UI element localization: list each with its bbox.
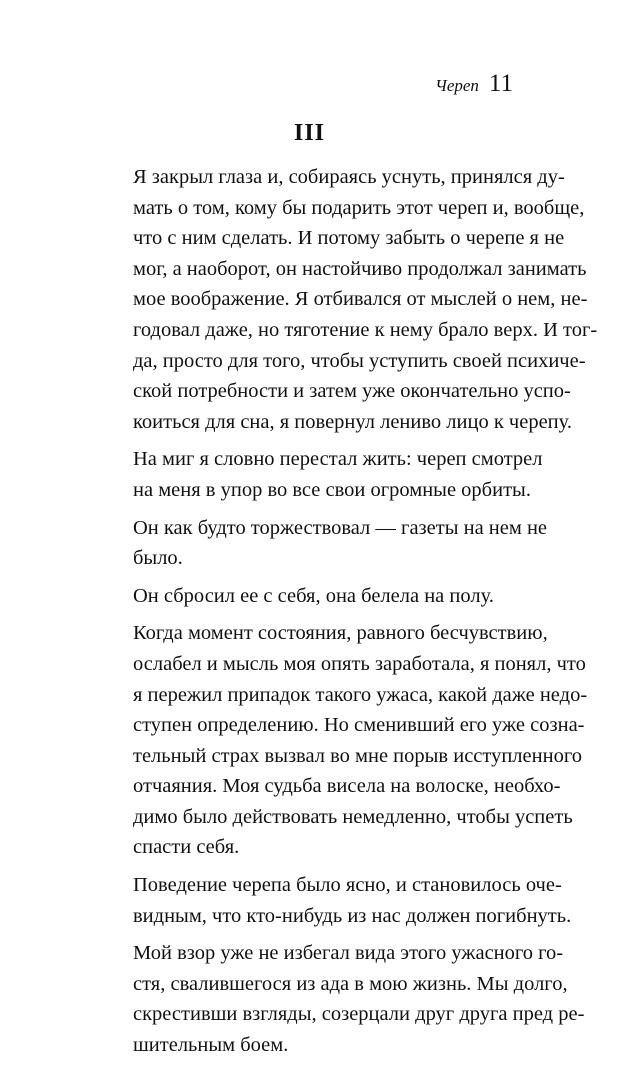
chapter-number: III bbox=[293, 120, 326, 146]
text-line: видным, что кто-нибудь из нас должен погибнуть. bbox=[133, 904, 572, 927]
text-line: скрестивши взгляды, созерцали друг друга пред ре- bbox=[133, 1003, 585, 1026]
text-line: на меня в упор во все свои огромные орбиты. bbox=[133, 478, 531, 501]
paragraph bbox=[110, 938, 585, 1060]
paragraph bbox=[110, 581, 512, 612]
paragraph bbox=[110, 513, 548, 574]
text-line: Когда момент состояния, равного бесчувствию, bbox=[133, 622, 548, 645]
text-line: димо было действовать немедленно, чтобы успеть bbox=[133, 805, 573, 828]
paragraph bbox=[110, 162, 598, 437]
body-text bbox=[110, 162, 598, 1068]
text-line: Он сбросил ее с себя, она белела на полу. bbox=[133, 584, 494, 607]
text-line: мое воображение. Я отбивался от мыслей о нем, не- bbox=[133, 288, 588, 311]
page-header bbox=[435, 70, 513, 98]
paragraph bbox=[110, 618, 588, 863]
text-line: ослабел и мысль моя опять заработала, я понял, что bbox=[133, 652, 586, 675]
text-line: Мой взор уже не избегал вида этого ужасного го- bbox=[133, 942, 564, 965]
text-line: да, просто для того, чтобы уступить своей психиче- bbox=[133, 349, 586, 372]
text-line: Поведение черепа было ясно, и становилось оче- bbox=[133, 874, 562, 897]
text-line: было. bbox=[133, 547, 183, 570]
text-line: ступен определению. Но сменивший его уже созна- bbox=[133, 714, 585, 737]
text-line: Он как будто торжествовал — газеты на нем не bbox=[133, 516, 548, 539]
paragraph bbox=[110, 444, 543, 505]
text-line: ской потребности и затем уже окончательно успо- bbox=[133, 380, 571, 403]
page-number: 11 bbox=[488, 70, 513, 97]
text-line: мать о том, кому бы подарить этот череп и, вообще, bbox=[133, 196, 585, 219]
text-line: годовал даже, но тяготение к нему брало верх. И тог- bbox=[133, 318, 598, 341]
text-line: коиться для сна, я повернул лениво лицо к черепу. bbox=[133, 410, 572, 433]
text-line: мог, а наоборот, он настойчиво продолжал занимать bbox=[133, 257, 587, 280]
text-line: На миг я словно перестал жить: череп смотрел bbox=[133, 448, 543, 471]
text-line: стя, свалившегося из ада в мою жизнь. Мы долго, bbox=[133, 972, 568, 995]
text-line: тельный страх вызвал во мне порыв исступленного bbox=[133, 744, 582, 767]
text-line: отчаяния. Моя судьба висела на волоске, необхо- bbox=[133, 775, 561, 798]
text-line: шительным боем. bbox=[133, 1034, 289, 1057]
text-line: Я закрыл глаза и, собираясь уснуть, принялся ду- bbox=[133, 166, 565, 188]
paragraph bbox=[110, 870, 572, 931]
text-line: спасти себя. bbox=[133, 836, 240, 859]
text-line: что с ним сделать. И потому забыть о черепе я не bbox=[133, 227, 565, 250]
text-line: я пережил припадок такого ужаса, какой даже недо- bbox=[133, 683, 588, 706]
running-title: Череп bbox=[435, 76, 479, 95]
